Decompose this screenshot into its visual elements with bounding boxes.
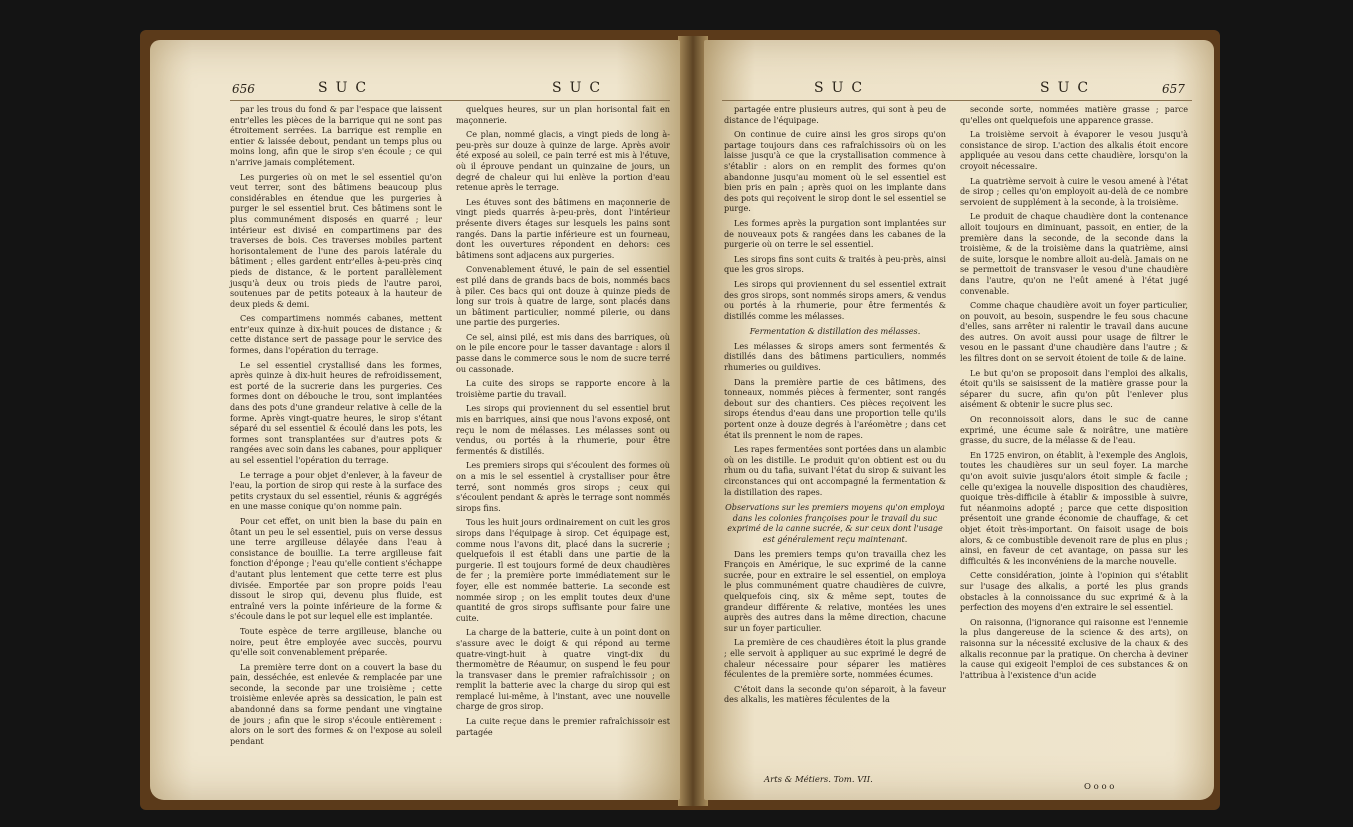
catchword: O o o o	[1084, 782, 1115, 792]
running-head-right-1: SUC	[814, 80, 871, 96]
left-col2-paragraph: quelques heures, sur un plan horisontal fait en maçonnerie.	[456, 104, 670, 125]
right-column-2	[960, 104, 1188, 684]
left-col2-paragraph: Ce sel, ainsi pilé, est mis dans des barriques, où on le pile encore pour le tasser davantage : alors il passe dans le commerce sous le nom de sucre terré ou cassonade.	[456, 331, 670, 374]
signature-line: Arts & Métiers. Tom. VII.	[764, 775, 873, 785]
right-col1-paragraph: Dans les premiers temps qu'on travailla chez les François en Amérique, le suc exprimé de la canne sucrée, pour en extraire le sel essentiel, on employa le plus communément quatre chaudières de cuivre, quelquefois cinq, six & même sept, toutes de grandeur différente & relative, montées les unes auprès des autres dans la même direction, chacune sur un foyer particulier.	[724, 548, 946, 633]
left-col2-paragraph: La cuite des sirops se rapporte encore à la troisième partie du travail.	[456, 378, 670, 399]
right-col1-paragraph: Fermentation & distillation des mélasses.	[749, 326, 921, 337]
right-col2-paragraph: En 1725 environ, on établit, à l'exemple des Anglois, toutes les chaudières sur un seul foyer. La marche qu'on avoit suivie jusqu'alors étoit simple & facile ; celle qu'exigea la nouvelle disposition des chaudières, quoique très-difficile à établir & impossible à suivre, fut néanmoins adopté ; parce que cette disposition présentoit une grande économie de chauffage, & cet objet étoit très-important. On faisoit usage de bois alors, & ce combustible devenoit rare de plus en plus ; ainsi, en faveur de cet avantage, on passa sur les difficultés & les inconvéniens de la marche nouvelle.	[960, 449, 1188, 566]
right-col1-paragraph: C'étoit dans la seconde qu'on séparoit, à la faveur des alkalis, les matières féculentes de la	[724, 683, 946, 705]
left-column-2	[456, 104, 670, 741]
left-col1-paragraph: Le sel essentiel crystallisé dans les formes, après quinze à dix-huit heures de refroidissement, est porté de la sucrerie dans les purgeries. Ces formes dont on débouche le trou, sont implantées dans des pots d'une grandeur relative à celle de la forme. Après vingt-quatre heures, le sirop s'étant séparé du sel essentiel & écoulé dans les pots, les formes sont transplantées sur d'autres pots & rangées avec soin dans les cabanes, pour appliquer au sel essentiel l'opération du terrage.	[230, 359, 442, 465]
right-col2-paragraph: seconde sorte, nommées matière grasse ; parce qu'elles ont quelquefois une apparence grasse.	[960, 104, 1188, 125]
head-rule-left	[230, 100, 670, 101]
right-col1-paragraph: Les sirops qui proviennent du sel essentiel extrait des gros sirops, sont nommés sirops amers, & vendus ou portés à la rhumerie, pour être fermentés & distillés comme les mélasses.	[724, 278, 946, 321]
right-col1-paragraph: Les mélasses & sirops amers sont fermentés & distillés dans des bâtimens particuliers, nommés rhumeries ou guildives.	[724, 340, 946, 373]
right-page	[704, 40, 1214, 800]
left-column-1	[230, 104, 442, 750]
right-col1-paragraph: Observations sur les premiers moyens qu'on employa dans les colonies françoises pour le travail du suc exprimé de la canne sucrée, & sur ceux dont l'usage est généralement reçu maintenant.	[725, 502, 945, 544]
right-col1-paragraph: Les rapes fermentées sont portées dans un alambic où on les distille. Le produit qu'on obtient est ou du rhum ou du tafia, suivant l'état du sirop & suivant les circonstances qui ont accompagné la fermentation & la distillation des rapes.	[724, 444, 946, 497]
right-col1-paragraph: Les sirops fins sont cuits & traités à peu-près, ainsi que les gros sirops.	[724, 253, 946, 275]
left-col2-paragraph: Les étuves sont des bâtimens en maçonnerie de vingt pieds quarrés à-peu-près, dont l'intérieur présente divers étages sur lesquels les pains sont rangés. Dans la partie inférieure est un fourneau, dont les ouvertures répondent en dehors: ces bâtimens sont adjacens aux purgeries.	[456, 196, 670, 260]
right-col2-paragraph: La troisième servoit à évaporer le vesou jusqu'à consistance de sirop. L'action des alkalis étoit encore appliquée au vesou dans cette chaudière, lorsqu'on la croyoit nécessaire.	[960, 129, 1188, 171]
right-col1-paragraph: Les formes après la purgation sont implantées sur de nouveaux pots & rangées dans les cabanes de la purgerie où on terre le sel essentiel.	[724, 217, 946, 250]
running-head-left-2: SUC	[552, 80, 609, 96]
left-col1-paragraph: par les trous du fond & par l'espace que laissent entr'elles les pièces de la barrique qui ne sont pas étroitement serrées. La barrique est remplie en entier & laissée debout, pendant un temps plus ou moins long, afin que le sirop s'en écoule ; ce qui n'arrive jamais complétement.	[230, 104, 442, 167]
left-col1-paragraph: Pour cet effet, on unit bien la base du pain en ôtant un peu le sel essentiel, puis on verse dessus une terre argilleuse délayée dans l'eau à consistance de bouillie. La terre argilleuse fait fonction d'éponge ; l'eau qu'elle contient s'échappe d'autant plus lentement que cette terre est plus divisée. Emportée par son propre poids l'eau dissout le sirop qui, devenu plus fluide, est entraîné vers la pointe inférieure de la forme & s'écoule dans le pot sur lequel elle est implantée.	[230, 515, 442, 622]
left-col1-paragraph: Ces compartimens nommés cabanes, mettent entr'eux quinze à dix-huit pouces de distance ; & cette distance sert de passage pour le service des formes, dans l'opération du terrage.	[230, 313, 442, 356]
left-col2-paragraph: Convenablement étuvé, le pain de sel essentiel est pilé dans de grands bacs de bois, nommés bacs à piler. Ces bacs qui ont douze à quinze pieds de long sur trois à quatre de large, sont placés dans un bâtiment particulier, nommé pilerie, ou dans une partie des purgeries.	[456, 264, 670, 328]
left-col2-paragraph: Les premiers sirops qui s'écoulent des formes où on a mis le sel essentiel à crystalliser pour être terré, sont nommés gros sirops ; ceux qui s'écoulent pendant & après le terrage sont nommés sirops fins.	[456, 460, 670, 513]
right-col2-paragraph: Le produit de chaque chaudière dont la contenance alloit toujours en diminuant, passoit, en entier, de la première dans la seconde, de la seconde dans la troisième, & de la troisième dans la quatrième, ainsi de suite, lorsque le nombre alloit au-delà. Jamais on ne se permettoit de transvaser le vesou d'une chaudière dans l'autre, qu'on ne l'eût amené à l'état jugé convenable.	[960, 211, 1188, 296]
left-col1-paragraph: Le terrage a pour objet d'enlever, à la faveur de l'eau, la portion de sirop qui reste à la surface des petits crystaux du sel essentiel, réunis & aggrégés en une masse conique qu'on nomme pain.	[230, 469, 442, 512]
left-col2-paragraph: Ce plan, nommé glacis, a vingt pieds de long à-peu-près sur douze à quinze de large. Après avoir été exposé au soleil, ce pain terré est mis à l'étuve, où il éprouve pendant un quinzaine de jours, un degré de chaleur qui lui enlève la portion d'eau retenue après le terrage.	[456, 129, 670, 193]
right-col2-paragraph: La quatrième servoit à cuire le vesou amené à l'état de sirop ; celles qu'on employoit au-delà de ce nombre servoient de supplément à la seconde, à la troisième.	[960, 175, 1188, 207]
left-col2-paragraph: La charge de la batterie, cuite à un point dont on s'assure avec le doigt & qui répond au terme quatre-vingt-huit à quatre vingt-dix du thermomètre de Réaumur, on suspend le feu pour la transvaser dans le premier rafraîchissoir ; on remplit la batterie avec la charge du sirop qui est remplacé lui-même, à l'instant, avec une nouvelle charge de gros sirop.	[456, 627, 670, 712]
right-col1-paragraph: partagée entre plusieurs autres, qui sont à peu de distance de l'équipage.	[724, 104, 946, 125]
open-book	[140, 8, 1220, 820]
right-col2-paragraph: Le but qu'on se proposoit dans l'emploi des alkalis, étoit qu'ils se saisissent de la matière grasse pour la séparer du sucre, afin qu'on pût l'enlever plus aisément & obtenir le sucre plus sec.	[960, 367, 1188, 410]
running-head-right-2: SUC	[1040, 80, 1097, 96]
right-column-1	[724, 104, 946, 709]
running-head-left-1: SUC	[318, 80, 375, 96]
left-col2-paragraph: La cuite reçue dans le premier rafraîchissoir est partagée	[456, 716, 670, 737]
right-col1-paragraph: La première de ces chaudières étoit la plus grande ; elle servoit à appliquer au suc exprimé le degré de chaleur nécessaire pour séparer les matières féculentes de la première sorte, nommées écumes.	[724, 637, 946, 680]
left-col1-paragraph: Toute espèce de terre argilleuse, blanche ou noire, peut être employée avec succès, pourvu qu'elle soit convenablement préparée.	[230, 625, 442, 658]
page-number-left: 656	[232, 82, 255, 96]
right-col1-paragraph: On continue de cuire ainsi les gros sirops qu'on partage toujours dans ces rafraîchissoirs où on les laisse jusqu'à ce que la crystallisation commence à s'établir : alors on en remplit des formes qu'on abandonne jusqu'au moment où le sel essentiel est bien pris en pain ; après quoi on les implante dans des pots qui reçoivent le sirop dont le sel essentiel se purge.	[724, 129, 946, 214]
right-col2-paragraph: Cette considération, jointe à l'opinion qui s'établit sur l'usage des alkalis, a porté les plus grands obstacles à la connoissance du suc exprimé & à la perfection des moyens d'en extraire le sel essentiel.	[960, 570, 1188, 613]
left-col1-paragraph: Les purgeries où on met le sel essentiel qu'on veut terrer, sont des bâtimens beaucoup plus considérables en étendue que les purgeries à purger le sel essentiel brut. Ces bâtimens sont le plus communément disposés en quarré ; leur intérieur est divisé en compartimens par des traverses de bois. Ces traverses mobiles partent horisontalement de l'une des parois latérale du bâtiment ; elles gardent entr'elles à-peu-près cinq pieds de distance, & le portent parallèlement jusqu'à deux ou trois pieds de l'autre paroi, soutenues par de petits poteaux à la hauteur de deux pieds & demi.	[230, 171, 442, 309]
right-col1-paragraph: Dans la première partie de ces bâtimens, des tonneaux, nommés pièces à fermenter, sont rangés debout sur des chantiers. Ces pièces reçoivent les sirops étendus d'eau dans une proportion telle qu'ils portent onze à douze degrés à l'aréomètre ; dans cet état ils prennent le nom de rapes.	[724, 376, 946, 440]
left-col1-paragraph: La première terre dont on a couvert la base du pain, desséchée, est enlevée & remplacée par une seconde, la seconde par une troisième ; cette troisième enlevée après sa dessication, le pain est abandonné dans sa forme pendant une vingtaine de jours ; afin que le sirop s'écoule entièrement : alors on le sort des formes & on l'expose au soleil pendant	[230, 661, 442, 746]
left-page	[150, 40, 680, 800]
right-col2-paragraph: Comme chaque chaudière avoit un foyer particulier, on pouvoit, au besoin, suspendre le feu sous chacune d'elles, sans arrêter ni ralentir le travail dans aucune des autres. On avoit aussi pour usage de filtrer le vesou en le passant d'une chaudière dans l'autre ; & les filtres dont on se servoit étoient de toile & de laine.	[960, 300, 1188, 364]
left-col2-paragraph: Tous les huit jours ordinairement on cuit les gros sirops dans l'équipage à sirop. Cet équipage est, comme nous l'avons dit, placé dans la sucrerie ; quelquefois il est établi dans une partie de la purgerie. Il est toujours formé de deux chaudières de fer ; la première porte immédiatement sur le foyer, elle est nommée batterie. La seconde est nommée sirop ; on les emplit toutes deux d'une quantité de gros sirops suffisante pour faire une cuite.	[456, 517, 670, 623]
right-col2-paragraph: On reconnoissoit alors, dans le suc de canne exprimé, une écume sale & noirâtre, une matière grasse, du sucre, de la mélasse & de l'eau.	[960, 414, 1188, 446]
head-rule-right	[722, 100, 1192, 101]
page-number-right: 657	[1162, 82, 1185, 96]
left-col2-paragraph: Les sirops qui proviennent du sel essentiel brut mis en barriques, ainsi que nous l'avons exposé, ont reçu le nom de mélasses. Les mélasses sont ou vendus, ou portés à la rhumerie, pour être fermentés & distillés.	[456, 403, 670, 456]
right-col2-paragraph: On raisonna, (l'ignorance qui raisonne est l'ennemie la plus dangereuse de la science & des arts), on raisonna sur la nécessité exclusive de la chaux & des alkalis reconnue par la pratique. On chercha à deviner la cause qui exigeoit l'emploi de ces substances & on l'attribua à l'existence d'un acide	[960, 616, 1188, 680]
